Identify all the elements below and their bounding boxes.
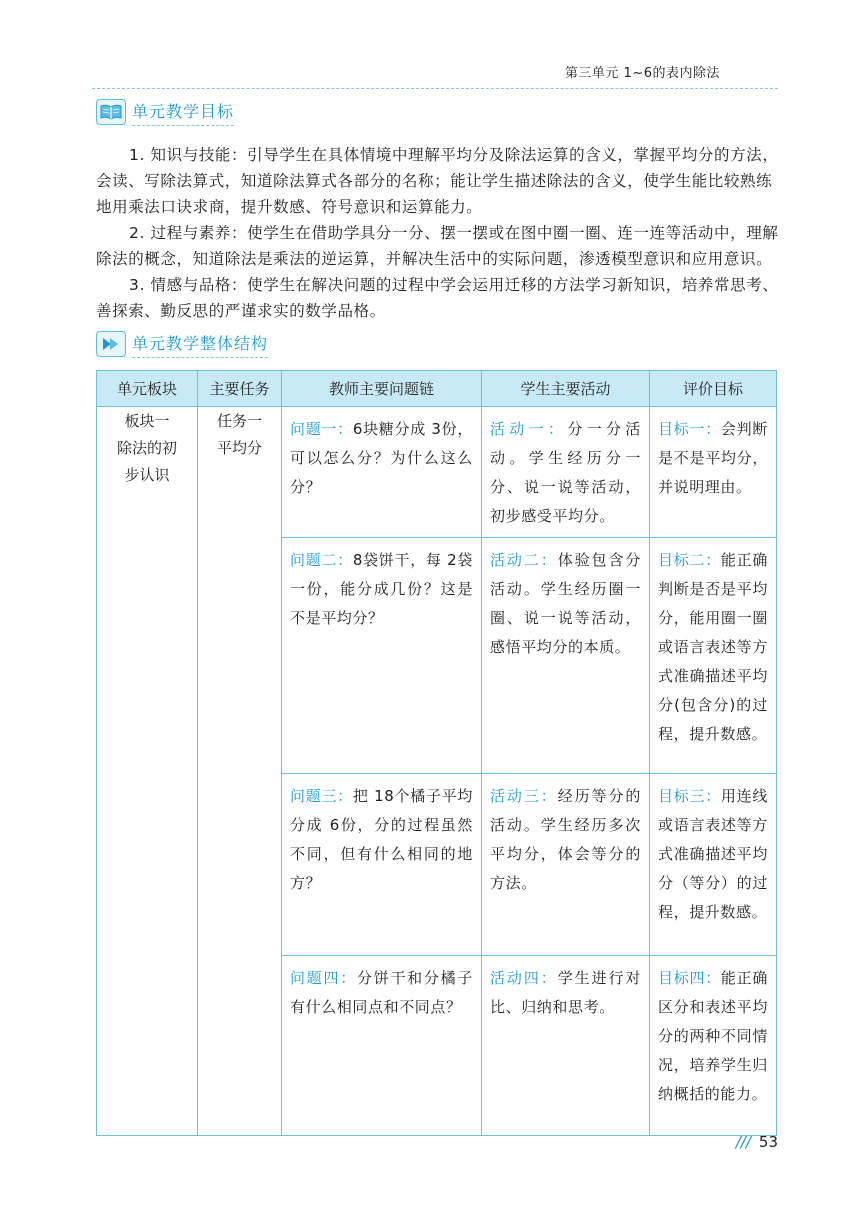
question-cell — [282, 538, 482, 774]
goal-text: 会判断是不是平均分，并说明理由。 — [658, 420, 768, 496]
goal-text: 能正确区分和表述平均分的两种不同情况，培养学生归纳概括的能力。 — [658, 969, 768, 1103]
header-student-activity: 学生主要活动 — [482, 371, 650, 407]
question-cell — [282, 956, 482, 1136]
goal-label: 目标四： — [658, 969, 721, 987]
question-label: 问题二： — [290, 551, 353, 569]
goal-paragraph-3: 3. 情感与品格：使学生在解决问题的过程中学会运用迁移的方法学习新知识，培养常思考、善探索、勤反思的严谨求实的数学品格。 — [96, 276, 779, 320]
activity-cell — [482, 774, 650, 956]
header-unit-block: 单元板块 — [97, 371, 198, 407]
main-task-cell: 任务一 平均分 — [198, 407, 282, 1136]
goal-label: 目标一： — [658, 420, 721, 438]
header-main-task: 主要任务 — [198, 371, 282, 407]
activity-cell — [482, 538, 650, 774]
table-header-row — [97, 371, 777, 407]
question-cell — [282, 407, 482, 538]
goal-label: 目标三： — [658, 787, 721, 805]
question-label: 问题三： — [290, 787, 353, 805]
goal-cell — [650, 538, 777, 774]
unit-block-cell: 板块一 除法的初 步认识 — [97, 407, 198, 1136]
question-text: 6块糖分成 3份，可以怎么分？为什么这么分？ — [290, 420, 473, 496]
question-text: 分饼干和分橘子有什么相同点和不同点？ — [290, 969, 474, 1016]
activity-text: 体验包含分活动。学生经历圈一圈、说一说等活动，感悟平均分的本质。 — [490, 551, 641, 656]
activity-label: 活动三： — [490, 787, 558, 805]
goal-paragraph-1: 1. 知识与技能：引导学生在具体情境中理解平均分及除法运算的含义，掌握平均分的方法，会读、写除法算式，知道除法算式各部分的名称；能让学生描述除法的含义，使学生能比较熟练地用乘法口诀求商，提升数感、符号意识和运算能力。 — [96, 146, 779, 216]
question-cell — [282, 774, 482, 956]
question-label: 问题一： — [290, 420, 353, 438]
activity-text: 分一分活动。学生经历分一分、说一说等活动，初步感受平均分。 — [490, 420, 641, 525]
goal-label: 目标二： — [658, 551, 721, 569]
play-arrow-icon — [96, 331, 126, 357]
open-book-icon — [96, 99, 126, 125]
goals-heading — [96, 98, 234, 126]
unit-structure-table — [96, 370, 777, 1136]
activity-label: 活动四： — [490, 969, 558, 987]
goal-text: 用连线或语言表述等方式准确描述平均分（等分）的过程，提升数感。 — [658, 787, 768, 921]
page-footer — [736, 1133, 778, 1151]
page-number: 53 — [758, 1133, 778, 1151]
goal-text: 能正确判断是否是平均分，能用圈一圈或语言表述等方式准确描述平均分(包含分)的过程，提升数感。 — [658, 551, 768, 743]
activity-text: 经历等分的活动。学生经历多次平均分，体会等分的方法。 — [490, 787, 641, 892]
running-header: 第三单元 1~6的表内除法 — [564, 66, 720, 81]
goal-cell — [650, 407, 777, 538]
goal-cell — [650, 956, 777, 1136]
goal-paragraph-2: 2. 过程与素养：使学生在借助学具分一分、摆一摆或在图中圈一圈、连一连等活动中，理解除法的概念，知道除法是乘法的逆运算，并解决生活中的实际问题，渗透模型意识和应用意识。 — [96, 224, 779, 268]
goals-title: 单元教学目标 — [132, 99, 234, 126]
activity-cell — [482, 407, 650, 538]
activity-text: 学生进行对比、归纳和思考。 — [490, 969, 641, 1016]
question-label: 问题四： — [290, 969, 357, 987]
goal-cell — [650, 774, 777, 956]
question-text: 8袋饼干，每 2袋一份，能分成几份？这是不是平均分？ — [290, 551, 473, 627]
header-divider — [92, 88, 778, 89]
page-header — [0, 0, 860, 92]
structure-heading — [96, 330, 268, 358]
footer-slashes: /// — [735, 1133, 751, 1151]
structure-title: 单元教学整体结构 — [132, 331, 268, 358]
table-row — [97, 407, 777, 538]
header-evaluation-goal: 评价目标 — [650, 371, 777, 407]
activity-cell — [482, 956, 650, 1136]
activity-label: 活动一： — [490, 420, 568, 438]
header-question-chain: 教师主要问题链 — [282, 371, 482, 407]
activity-label: 活动二： — [490, 551, 558, 569]
question-text: 把 18个橘子平均分成 6份，分的过程虽然不同，但有什么相同的地方？ — [290, 787, 473, 892]
